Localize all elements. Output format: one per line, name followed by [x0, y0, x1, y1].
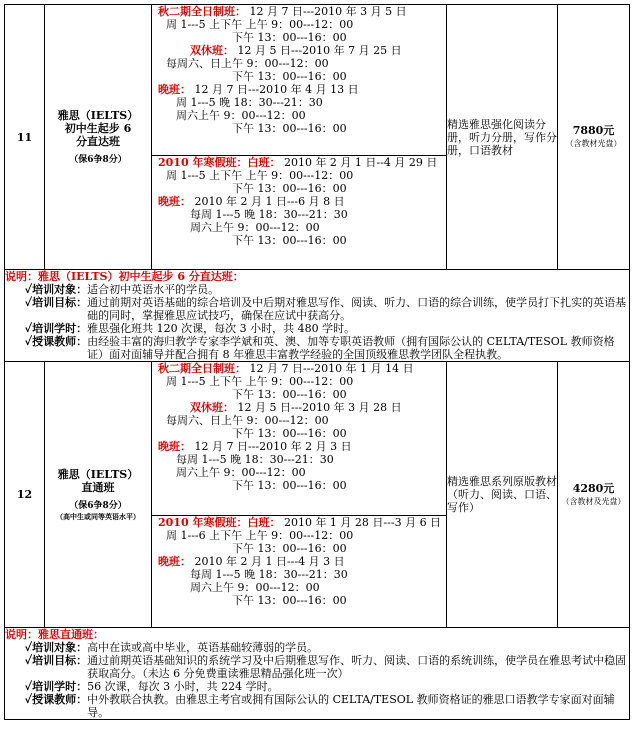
- schedule-line: [152, 362, 446, 375]
- schedule-line: [152, 44, 446, 57]
- schedule-class-name: 秋二期全日制班：: [158, 362, 246, 375]
- schedule-time: 下午 13：00---16：00: [232, 542, 347, 555]
- schedule-class-name: 双休班：: [190, 401, 234, 414]
- course-name-line: 雅思（IELTS）: [57, 108, 139, 122]
- schedule-time: 下午 13：00---16：00: [232, 388, 347, 401]
- schedule-class-name: 2010 年寒假班：: [158, 156, 248, 169]
- schedule-time: 每周六、日上午 9：00---12：00: [166, 414, 329, 427]
- schedule-time: 周 1---5 上下午 上午 9：00---12：00: [166, 375, 354, 388]
- schedule-time: 周 1---5 晚 18：30---21：30: [176, 96, 323, 109]
- schedule-line: [152, 109, 446, 122]
- schedule-time: 下午 13：00---16：00: [232, 234, 347, 247]
- schedule-time: 周六上午 9：00---12：00: [190, 221, 320, 234]
- schedule-class-name: 双休班：: [190, 44, 234, 57]
- description-header: 说明：雅思（IELTS）初中生起步 6 分直达班：: [5, 270, 244, 283]
- price-value: 4280元: [572, 481, 615, 495]
- materials: 精选雅思系列原版教材（听力、阅读、口语、写作）: [447, 362, 558, 628]
- description-header: 说明：雅思直通班：: [5, 628, 104, 641]
- schedule-line: [152, 453, 446, 466]
- price-note: （含教材及光盘）: [561, 496, 626, 506]
- schedule-line: [152, 5, 446, 18]
- schedule-line: [152, 427, 446, 440]
- schedule-line: [152, 169, 446, 182]
- schedule-time: 周六上午 9：00---12：00: [190, 581, 320, 594]
- description-item: [5, 335, 629, 361]
- schedule-line: [152, 529, 446, 542]
- schedule-time: 周 1---5 上下午 上午 9：00---12：00: [166, 169, 354, 182]
- schedule-line: [152, 568, 446, 581]
- schedule-line: [152, 479, 446, 492]
- schedule-line: [152, 18, 446, 31]
- course-number: 11: [5, 5, 45, 270]
- schedule-time: 周 1---5 上下午 上午 9：00---12：00: [166, 18, 354, 31]
- schedule-line: [152, 122, 446, 135]
- schedule-line: [152, 516, 446, 529]
- description-text: 56 次课，每次 3 小时，共 224 学时。: [87, 680, 279, 693]
- course-name-line: 直通班: [81, 481, 115, 494]
- course-description: [5, 628, 630, 720]
- schedule-block: [152, 156, 447, 270]
- schedule-line: [152, 401, 446, 414]
- schedule-line: [152, 83, 446, 96]
- schedule-line: [152, 234, 446, 247]
- description-text: 雅思强化班共 120 次课，每次 3 小时，共 480 学时。: [87, 322, 356, 335]
- schedule-dates: 2010 年 2 月 1 日--4 月 29 日: [280, 156, 438, 169]
- description-label: ✓授课教师：: [25, 693, 88, 706]
- description-item: [5, 654, 629, 680]
- schedule-time: 下午 13：00---16：00: [232, 427, 347, 440]
- score-guarantee: （保6争8分）: [69, 501, 127, 511]
- description-item: [5, 283, 629, 296]
- schedule-line: [152, 96, 446, 109]
- schedule-class-name: 晚班：: [158, 440, 191, 453]
- schedule-line: [152, 581, 446, 594]
- schedule-line: [152, 388, 446, 401]
- schedule-dates: 12 月 7 日---2010 年 1 月 14 日: [246, 362, 414, 375]
- course-table: [4, 4, 630, 720]
- schedule-time: 下午 13：00---16：00: [232, 182, 347, 195]
- schedule-time: 下午 13：00---16：00: [232, 479, 347, 492]
- schedule-line: [152, 208, 446, 221]
- description-text: 高中在读或高中毕业，英语基础较薄弱的学员。: [87, 641, 319, 654]
- schedule-class-name: 2010 年寒假班：: [158, 516, 248, 529]
- schedule-class-name: 晚班：: [158, 555, 191, 568]
- course-name: [45, 362, 152, 628]
- schedule-class-name: 秋二期全日制班：: [158, 5, 246, 18]
- schedule-dates: 12 月 7 日---2010 年 2 月 3 日: [191, 440, 352, 453]
- description-label: ✓授课教师：: [25, 335, 88, 348]
- description-item: [5, 693, 629, 719]
- description-item: [5, 680, 629, 693]
- schedule-time: 下午 13：00---16：00: [232, 594, 347, 607]
- description-label: ✓培训对象：: [25, 641, 88, 654]
- description-label: ✓培训学时：: [25, 322, 88, 335]
- description-text: 通过前期英语基础知识的系统学习及中后期雅思写作、听力、阅读、口语的系统训练，使学员在雅思考试中稳固获取高分。（未达 6 分免费重读雅思精品强化班一次）: [87, 654, 627, 680]
- schedule-dates: 12 月 5 日---2010 年 3 月 28 日: [234, 401, 402, 414]
- schedule-block: [152, 5, 447, 156]
- schedule-time: 每周 1---5 晚 18：30---21：30: [176, 453, 334, 466]
- schedule-block: [152, 516, 447, 628]
- schedule-dates: 2010 年 2 月 1 日---6 月 8 日: [191, 195, 345, 208]
- description-text: 通过前期对英语基础的综合培训及中后期对雅思写作、阅读、听力、口语的综合训练，使学员打下扎实的英语基础的同时，掌握雅思应试技巧，确保在应试中获高分。: [87, 296, 627, 322]
- schedule-line: [152, 414, 446, 427]
- description-label: ✓培训目标：: [25, 654, 88, 667]
- description-label: ✓培训对象：: [25, 283, 88, 296]
- schedule-time: 下午 13：00---16：00: [232, 31, 347, 44]
- description-label: ✓培训目标：: [25, 296, 88, 309]
- schedule-line: [152, 195, 446, 208]
- price: [558, 362, 630, 628]
- schedule-line: [152, 555, 446, 568]
- course-name: [45, 5, 152, 270]
- schedule-block: [152, 362, 447, 516]
- schedule-line: [152, 466, 446, 479]
- schedule-class-name: 晚班：: [158, 195, 191, 208]
- schedule-dates: 12 月 7 日---2010 年 4 月 13 日: [191, 83, 359, 96]
- description-text: 中外教联合执教。由雅思主考官或拥有国际公认的 CELTA/TESOL 教师资格证的雅思口语教学专家面对面辅导。: [87, 693, 615, 719]
- course-name-line: 分直达班: [76, 134, 120, 148]
- description-item: [5, 296, 629, 322]
- schedule-class-name: 白班：: [247, 516, 281, 529]
- schedule-time: 每周 1---5 晚 18：30---21：30: [190, 568, 348, 581]
- schedule-time: 每周六、日上午 9：00---12：00: [166, 57, 329, 70]
- schedule-time: 下午 13：00---16：00: [232, 70, 347, 83]
- description-item: [5, 641, 629, 654]
- schedule-line: [152, 182, 446, 195]
- level-note: （高中生或同等英语水平）: [56, 512, 140, 521]
- materials: 精选雅思强化阅读分册，听力分册，写作分册，口语教材: [447, 5, 558, 270]
- schedule-time: 每周 1---5 晚 18：30---21：30: [190, 208, 348, 221]
- schedule-line: [152, 542, 446, 555]
- course-name-line: 雅思（IELTS）: [57, 468, 139, 481]
- schedule-time: 周六上午 9：00---12：00: [176, 109, 306, 122]
- schedule-line: [152, 31, 446, 44]
- schedule-line: [152, 156, 446, 169]
- price-note: （含教材光盘）: [565, 139, 622, 148]
- description-label: ✓培训学时：: [25, 680, 88, 693]
- schedule-time: 周六上午 9：00---12：00: [176, 466, 306, 479]
- schedule-dates: 12 月 7 日---2010 年 3 月 5 日: [246, 5, 407, 18]
- description-text: 由经验丰富的海归教学专家李学斌和英、澳、加等专职英语教师（拥有国际公认的 CELTA/TESOL 教师资格证）面对面辅导并配合拥有 8 年雅思丰富教学经验的全国顶级雅思教学团队全程执教。: [87, 335, 615, 361]
- schedule-line: [152, 594, 446, 607]
- course-name-line: 初中生起步 6: [64, 121, 132, 135]
- schedule-line: [152, 57, 446, 70]
- schedule-dates: 2010 年 2 月 1 日---4 月 3 日: [191, 555, 345, 568]
- course-number: 12: [5, 362, 45, 628]
- schedule-dates: 2010 年 1 月 28 日---3 月 6 日: [280, 516, 442, 529]
- schedule-class-name: 白班：: [247, 156, 281, 169]
- description-item: [5, 322, 629, 335]
- schedule-line: [152, 375, 446, 388]
- schedule-line: [152, 440, 446, 453]
- schedule-time: 周 1---6 上下午 上午 9：00---12：00: [166, 529, 354, 542]
- schedule-line: [152, 221, 446, 234]
- description-text: 适合初中英语水平的学员。: [87, 283, 220, 296]
- price-value: 7880元: [572, 124, 615, 137]
- price: [558, 5, 630, 270]
- course-description: [5, 270, 630, 362]
- score-guarantee: （保6争8分）: [69, 154, 127, 165]
- schedule-class-name: 晚班：: [158, 83, 191, 96]
- schedule-time: 下午 13：00---16：00: [232, 122, 347, 135]
- schedule-line: [152, 70, 446, 83]
- schedule-dates: 12 月 5 日---2010 年 7 月 25 日: [234, 44, 402, 57]
